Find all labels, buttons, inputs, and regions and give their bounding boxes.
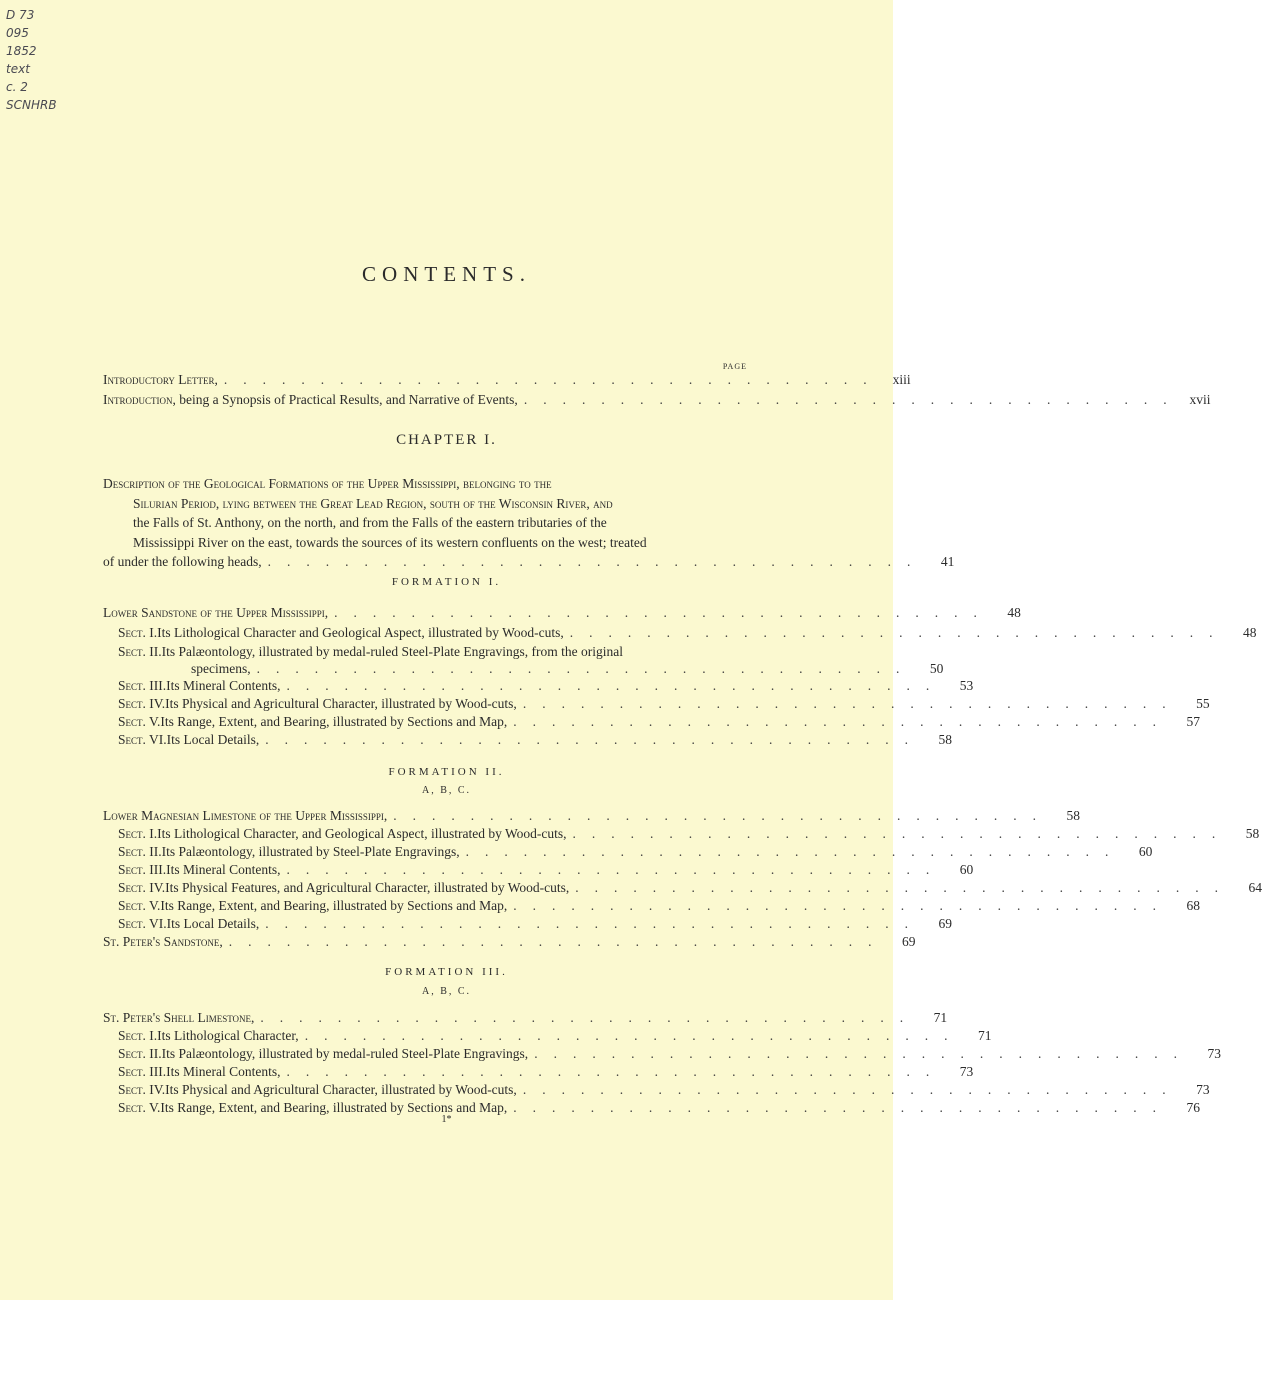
formation-heading: FORMATION I. xyxy=(391,576,502,588)
entry-heading: Sect. I. xyxy=(118,826,158,841)
entry-text: Its Mineral Contents, xyxy=(166,1064,281,1079)
dot-leader: .................................. xyxy=(286,1064,946,1079)
toc-entry xyxy=(118,1026,992,1046)
entry-text: , xyxy=(324,605,329,620)
signature-mark: 1* xyxy=(441,1114,452,1125)
dot-leader: .................................. xyxy=(265,732,924,747)
dot-leader: .................................. xyxy=(286,862,946,877)
toc-entry xyxy=(103,370,911,390)
entry-text: Its Lithological Character and Geological Aspect, illustrated by Wood-cuts, xyxy=(157,625,564,640)
handwritten-line: 1852 xyxy=(6,44,37,58)
dot-leader: .................................. xyxy=(575,880,1235,895)
toc-entry xyxy=(118,860,974,880)
entry-text: Its Range, Extent, and Bearing, illustrated by Sections and Map, xyxy=(160,1100,508,1115)
toc-entry xyxy=(118,676,974,696)
dot-leader: .................................. xyxy=(256,661,916,676)
handwritten-line: c. 2 xyxy=(6,80,28,94)
toc-entry xyxy=(118,914,952,934)
entry-heading: Sect. V. xyxy=(118,714,161,729)
page-number: 73 xyxy=(1196,1082,1210,1097)
entry-text: Its Physical and Agricultural Character, illustrated by Wood-cuts, xyxy=(165,1082,517,1097)
entry-heading: Sect. II. xyxy=(118,1046,162,1061)
dot-leader: .................................. xyxy=(523,392,1183,407)
entry-heading: St. Peter's Sandstone xyxy=(103,934,220,949)
toc-entry xyxy=(118,842,1153,862)
description-line: Description of the Geological Formations of the Upper Mississippi, belonging to the xyxy=(103,476,552,491)
page-number: 58 xyxy=(1066,808,1080,823)
description-line: Mississippi River on the east, towards the sources of its western confluents on the west; treated xyxy=(133,534,647,550)
entry-text: Its Physical and Agricultural Character, illustrated by Wood-cuts, xyxy=(165,696,517,711)
entry-heading: Sect. V. xyxy=(118,898,161,913)
page-number: 48 xyxy=(1242,625,1257,640)
handwritten-line: 095 xyxy=(6,26,29,40)
entry-heading: Introduction xyxy=(103,392,173,407)
entry-heading: St. Peter's Shell Limestone xyxy=(103,1010,252,1025)
page-number: 57 xyxy=(1186,714,1200,729)
handwritten-line: D 73 xyxy=(6,8,35,22)
page-column-header: PAGE xyxy=(722,362,747,371)
entry-text: Its Palæontology, illustrated by medal-ruled Steel-Plate Engravings, from the original xyxy=(161,644,624,659)
entry-text: Its Range, Extent, and Bearing, illustrated by Sections and Map, xyxy=(160,898,508,913)
entry-heading: Sect. III. xyxy=(118,678,167,693)
formation-subheading: A, B, C. xyxy=(421,986,472,997)
page-number: 53 xyxy=(959,678,974,693)
entry-heading: Sect. II. xyxy=(118,644,162,659)
dot-leader: .................................. xyxy=(513,714,1172,729)
page-number: 60 xyxy=(959,862,974,877)
formation-heading: FORMATION III. xyxy=(385,966,508,978)
chapter-description xyxy=(103,474,955,572)
toc-entry xyxy=(103,390,1211,410)
dot-leader: .................................. xyxy=(572,826,1232,841)
description-line: the Falls of St. Anthony, on the north, and from the Falls of the eastern tributaries of the xyxy=(133,515,607,530)
page-number: 64 xyxy=(1248,880,1262,895)
toc-entry xyxy=(118,1062,974,1082)
dot-leader: .................................. xyxy=(334,605,993,620)
entry-text: Its Local Details, xyxy=(166,916,260,931)
entry-heading: Sect. IV. xyxy=(118,696,166,711)
page-number: 76 xyxy=(1186,1100,1200,1115)
page-number: 73 xyxy=(959,1064,974,1079)
page-number: 55 xyxy=(1196,696,1210,711)
toc-entry xyxy=(103,1008,948,1028)
dot-leader: .................................. xyxy=(513,1100,1172,1115)
entry-text: Its Local Details, xyxy=(166,732,260,747)
entry-heading: Sect. VI. xyxy=(118,916,167,931)
toc-entry xyxy=(118,712,1200,732)
formation-heading: FORMATION II. xyxy=(388,766,505,778)
page-number: 69 xyxy=(938,916,952,931)
dot-leader: .................................. xyxy=(265,916,924,931)
entry-text: , xyxy=(214,372,218,387)
page-number: 48 xyxy=(1007,605,1021,620)
page-number: 68 xyxy=(1186,898,1200,913)
dot-leader: .................................. xyxy=(513,898,1172,913)
entry-heading: Sect. VI. xyxy=(118,732,167,747)
toc-entry xyxy=(118,1080,1210,1100)
page-number: 60 xyxy=(1138,844,1153,859)
entry-heading: Sect. III. xyxy=(118,1064,167,1079)
entry-heading: Sect. IV. xyxy=(118,880,166,895)
toc-entry xyxy=(118,824,1260,844)
page-number: xiii xyxy=(892,372,911,387)
toc-entry xyxy=(103,603,1021,623)
dot-leader: .................................. xyxy=(465,844,1125,859)
dot-leader: .................................. xyxy=(569,625,1229,640)
entry-text: Its Physical Features, and Agricultural Character, illustrated by Wood-cuts, xyxy=(165,880,570,895)
entry-heading: Lower Sandstone of the Upper Mississippi xyxy=(103,605,325,620)
toc-entry xyxy=(118,878,1262,898)
toc-entry xyxy=(118,1044,1221,1064)
toc-entry xyxy=(118,896,1200,916)
dot-leader: .................................. xyxy=(522,1082,1182,1097)
entry-text: Its Palæontology, illustrated by Steel-Plate Engravings, xyxy=(161,844,460,859)
entry-text: Its Lithological Character, xyxy=(157,1028,299,1043)
toc-entry xyxy=(118,730,952,750)
toc-entry xyxy=(118,623,1257,643)
entry-text: Its Mineral Contents, xyxy=(166,678,281,693)
dot-leader: .................................. xyxy=(223,372,883,387)
entry-text: , xyxy=(383,808,388,823)
entry-heading: Sect. III. xyxy=(118,862,167,877)
toc-entry xyxy=(118,694,1210,714)
dot-leader: .................................. xyxy=(534,1046,1193,1061)
handwritten-call-number xyxy=(6,6,57,114)
handwritten-line: SCNHRB xyxy=(6,98,57,112)
dot-leader: .................................. xyxy=(522,696,1182,711)
dot-leader: .................................. xyxy=(267,554,927,569)
entry-text: Its Range, Extent, and Bearing, illustrated by Sections and Map, xyxy=(160,714,508,729)
entry-heading: Sect. IV. xyxy=(118,1082,166,1097)
dot-leader: .................................. xyxy=(260,1010,920,1025)
entry-heading: Sect. V. xyxy=(118,1100,161,1115)
page-number: 41 xyxy=(940,554,955,569)
description-line: Silurian Period, lying between the Great Lead Region, south of the Wisconsin River, and xyxy=(133,495,613,511)
entry-heading: Sect. I. xyxy=(118,625,158,640)
description-line xyxy=(103,552,955,572)
entry-text: Its Palæontology, illustrated by medal-ruled Steel-Plate Engravings, xyxy=(161,1046,529,1061)
page-number: 71 xyxy=(933,1010,948,1025)
entry-text: specimens, xyxy=(191,661,251,676)
page-number: 58 xyxy=(1245,826,1260,841)
page-number: 58 xyxy=(938,732,952,747)
entry-text: , xyxy=(251,1010,255,1025)
chapter-heading: CHAPTER I. xyxy=(396,432,497,448)
page-number: 71 xyxy=(977,1028,992,1043)
dot-leader: .................................. xyxy=(304,1028,964,1043)
entry-text: Its Lithological Character, and Geological Aspect, illustrated by Wood-cuts, xyxy=(157,826,567,841)
toc-entry xyxy=(103,932,916,952)
entry-heading: Sect. I. xyxy=(118,1028,158,1043)
toc-entry xyxy=(103,806,1080,826)
page-number: 69 xyxy=(902,934,916,949)
description-last-line: of under the following heads, xyxy=(103,554,262,569)
dot-leader: .................................. xyxy=(393,808,1052,823)
page-title: CONTENTS. xyxy=(362,262,531,286)
handwritten-line: text xyxy=(6,62,30,76)
entry-text: Its Mineral Contents, xyxy=(166,862,281,877)
formation-subheading: A, B, C. xyxy=(421,785,472,796)
entry-heading: Lower Magnesian Limestone of the Upper Mississippi xyxy=(103,808,384,823)
entry-heading: Sect. II. xyxy=(118,844,162,859)
entry-text: , xyxy=(219,934,223,949)
entry-text: , being a Synopsis of Practical Results, and Narrative of Events, xyxy=(172,392,518,407)
page-number: xvii xyxy=(1189,392,1211,407)
page-number: 73 xyxy=(1207,1046,1221,1061)
dot-leader: .................................. xyxy=(286,678,946,693)
dot-leader: .................................. xyxy=(228,934,888,949)
bottom-banner xyxy=(0,1300,893,1390)
entry-heading: Introductory Letter xyxy=(103,372,215,387)
page-number: 50 xyxy=(929,661,944,676)
